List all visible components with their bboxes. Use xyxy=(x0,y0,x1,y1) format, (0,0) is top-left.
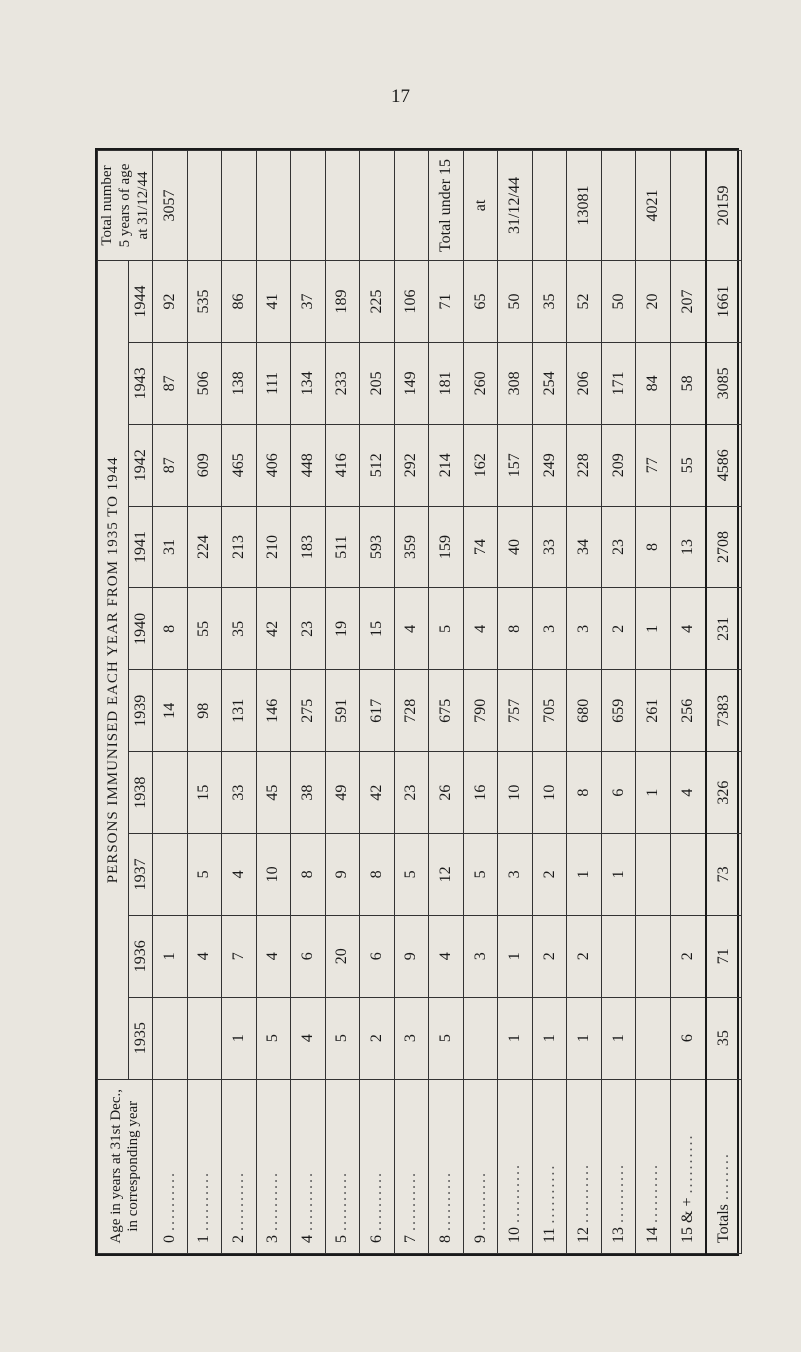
cell-1937: 8 xyxy=(291,833,326,915)
cell-1940: 4 xyxy=(394,588,429,670)
rotated-table-frame xyxy=(95,148,739,1256)
cell-1937: 1 xyxy=(567,833,602,915)
cell-1941: 224 xyxy=(187,506,222,588)
cell-1935: 3 xyxy=(394,997,429,1079)
age-cell xyxy=(394,1079,429,1253)
cell-1941: 213 xyxy=(222,506,257,588)
age-cell xyxy=(325,1079,360,1253)
right-blank-cell xyxy=(291,151,326,261)
cell-1939: 131 xyxy=(222,670,257,752)
cell-1940: 42 xyxy=(256,588,291,670)
cell-1939: 98 xyxy=(187,670,222,752)
cell-1935: 4 xyxy=(291,997,326,1079)
cell-1944: 225 xyxy=(360,260,395,342)
right-blank-cell xyxy=(256,151,291,261)
cell-1942: 87 xyxy=(153,424,188,506)
age-label: 11 xyxy=(540,1223,558,1243)
cell-1942: 416 xyxy=(325,424,360,506)
cell-1939: 261 xyxy=(636,670,671,752)
right-blank-cell xyxy=(394,151,429,261)
cell-1937: 3 xyxy=(498,833,533,915)
cell-1941: 33 xyxy=(532,506,567,588)
cell-1940: 55 xyxy=(187,588,222,670)
total-1936: 71 xyxy=(706,915,742,997)
cell-1937: 5 xyxy=(463,833,498,915)
age-cell xyxy=(153,1079,188,1253)
cell-1941: 159 xyxy=(429,506,464,588)
table-row xyxy=(153,151,188,1254)
age-leader-dots: .......... xyxy=(402,1171,420,1231)
cell-1938 xyxy=(153,752,188,834)
cell-1941: 210 xyxy=(256,506,291,588)
age-leader-dots: .......... xyxy=(160,1171,178,1231)
age-leader-dots: .......... xyxy=(333,1171,351,1231)
year-header-1935: 1935 xyxy=(129,997,153,1079)
cell-1935: 1 xyxy=(498,997,533,1079)
age-label: 3 xyxy=(264,1231,282,1243)
right-blank-cell xyxy=(222,151,257,261)
year-header-1942: 1942 xyxy=(129,424,153,506)
table-title: PERSONS IMMUNISED EACH YEAR FROM 1935 TO 1944 xyxy=(98,260,129,1079)
cell-1944: 50 xyxy=(498,260,533,342)
cell-1935: 1 xyxy=(222,997,257,1079)
cell-1937: 4 xyxy=(222,833,257,915)
cell-1941: 13 xyxy=(670,506,705,588)
year-header-1937: 1937 xyxy=(129,833,153,915)
table-row xyxy=(601,151,636,1254)
year-header-1938: 1938 xyxy=(129,752,153,834)
cell-1939: 591 xyxy=(325,670,360,752)
cell-1940: 4 xyxy=(463,588,498,670)
cell-1938: 15 xyxy=(187,752,222,834)
age-label: 4 xyxy=(298,1231,316,1243)
cell-1935 xyxy=(187,997,222,1079)
table-row xyxy=(532,151,567,1254)
cell-1936 xyxy=(636,915,671,997)
age-leader-dots: .......... xyxy=(506,1163,524,1223)
cell-1938: 38 xyxy=(291,752,326,834)
cell-1935: 1 xyxy=(601,997,636,1079)
right-header-line3: at 31/12/44 xyxy=(135,171,151,240)
right-blank-cell xyxy=(532,151,567,261)
age-label: 0 xyxy=(160,1231,178,1243)
cell-1938: 8 xyxy=(567,752,602,834)
cell-1943: 206 xyxy=(567,342,602,424)
cell-1943: 181 xyxy=(429,342,464,424)
cell-1938: 49 xyxy=(325,752,360,834)
cell-1943: 87 xyxy=(153,342,188,424)
cell-1939: 705 xyxy=(532,670,567,752)
age-cell xyxy=(532,1079,567,1253)
cell-1941: 511 xyxy=(325,506,360,588)
age-cell xyxy=(429,1079,464,1253)
total-1940: 231 xyxy=(706,588,742,670)
total-1937: 73 xyxy=(706,833,742,915)
age-label: 2 xyxy=(229,1231,247,1243)
cell-1944: 65 xyxy=(463,260,498,342)
cell-1938: 10 xyxy=(532,752,567,834)
cell-1942: 214 xyxy=(429,424,464,506)
cell-1937: 9 xyxy=(325,833,360,915)
cell-1935: 6 xyxy=(670,997,705,1079)
cell-1937: 5 xyxy=(187,833,222,915)
cell-1936: 9 xyxy=(394,915,429,997)
cell-1940: 8 xyxy=(153,588,188,670)
cell-1938: 33 xyxy=(222,752,257,834)
cell-1941: 183 xyxy=(291,506,326,588)
cell-1939: 680 xyxy=(567,670,602,752)
cell-1941: 74 xyxy=(463,506,498,588)
cell-1941: 23 xyxy=(601,506,636,588)
cell-1943: 134 xyxy=(291,342,326,424)
cell-1938: 45 xyxy=(256,752,291,834)
cell-1944: 71 xyxy=(429,260,464,342)
cell-1937: 10 xyxy=(256,833,291,915)
immunisation-table xyxy=(97,150,742,1254)
cell-1942: 228 xyxy=(567,424,602,506)
year-header-1944: 1944 xyxy=(129,260,153,342)
cell-1935: 5 xyxy=(325,997,360,1079)
cell-1936: 4 xyxy=(256,915,291,997)
age-cell xyxy=(291,1079,326,1253)
age-leader-dots: .......... xyxy=(437,1171,455,1231)
cell-1935 xyxy=(463,997,498,1079)
right-value-4021: 4021 xyxy=(636,151,671,261)
page-number: 17 xyxy=(391,86,410,107)
cell-1942: 292 xyxy=(394,424,429,506)
cell-1938: 6 xyxy=(601,752,636,834)
cell-1940: 23 xyxy=(291,588,326,670)
age-label: 8 xyxy=(437,1231,455,1243)
table-row xyxy=(256,151,291,1254)
cell-1944: 189 xyxy=(325,260,360,342)
cell-1944: 92 xyxy=(153,260,188,342)
cell-1941: 593 xyxy=(360,506,395,588)
table-row xyxy=(187,151,222,1254)
cell-1944: 35 xyxy=(532,260,567,342)
year-header-1943: 1943 xyxy=(129,342,153,424)
cell-1940: 35 xyxy=(222,588,257,670)
table-body xyxy=(153,151,742,1254)
totals-row xyxy=(706,151,742,1254)
cell-1940: 19 xyxy=(325,588,360,670)
cell-1936: 2 xyxy=(532,915,567,997)
cell-1935: 5 xyxy=(429,997,464,1079)
cell-1942: 209 xyxy=(601,424,636,506)
cell-1939: 275 xyxy=(291,670,326,752)
year-header-1936: 1936 xyxy=(129,915,153,997)
cell-1940: 5 xyxy=(429,588,464,670)
immunisation-table-rotated xyxy=(97,150,737,1254)
cell-1937: 2 xyxy=(532,833,567,915)
table-row xyxy=(394,151,429,1254)
age-leader-dots: .......... xyxy=(298,1171,316,1231)
right-blank-cell xyxy=(325,151,360,261)
cell-1939: 675 xyxy=(429,670,464,752)
cell-1943: 111 xyxy=(256,342,291,424)
age-cell xyxy=(567,1079,602,1253)
total-1944: 1661 xyxy=(706,260,742,342)
cell-1936: 20 xyxy=(325,915,360,997)
age-label: 9 xyxy=(471,1231,489,1243)
cell-1940: 3 xyxy=(567,588,602,670)
right-mid-line2: at xyxy=(463,151,498,261)
cell-1935: 2 xyxy=(360,997,395,1079)
cell-1938: 4 xyxy=(670,752,705,834)
cell-1939: 146 xyxy=(256,670,291,752)
cell-1936: 4 xyxy=(187,915,222,997)
table-row xyxy=(360,151,395,1254)
cell-1935: 1 xyxy=(567,997,602,1079)
cell-1944: 86 xyxy=(222,260,257,342)
right-value-13081: 13081 xyxy=(567,151,602,261)
cell-1938: 26 xyxy=(429,752,464,834)
age-leader-dots: .......... xyxy=(678,1133,696,1194)
age-label: 1 xyxy=(195,1231,213,1243)
cell-1937: 1 xyxy=(601,833,636,915)
cell-1943: 308 xyxy=(498,342,533,424)
year-header-1941: 1941 xyxy=(129,506,153,588)
cell-1937: 5 xyxy=(394,833,429,915)
cell-1943: 260 xyxy=(463,342,498,424)
age-leader-dots: .......... xyxy=(229,1171,247,1231)
year-header-1940: 1940 xyxy=(129,588,153,670)
cell-1936: 7 xyxy=(222,915,257,997)
age-cell xyxy=(187,1079,222,1253)
cell-1936 xyxy=(601,915,636,997)
age-cell xyxy=(601,1079,636,1253)
cell-1939: 728 xyxy=(394,670,429,752)
cell-1944: 50 xyxy=(601,260,636,342)
right-mid-line3: 31/12/44 xyxy=(498,151,533,261)
right-blank-cell xyxy=(670,151,705,261)
right-value-total: 20159 xyxy=(706,151,742,261)
total-1938: 326 xyxy=(706,752,742,834)
cell-1941: 8 xyxy=(636,506,671,588)
cell-1944: 207 xyxy=(670,260,705,342)
age-leader-dots: .......... xyxy=(195,1171,213,1231)
cell-1943: 84 xyxy=(636,342,671,424)
cell-1936: 2 xyxy=(567,915,602,997)
table-row xyxy=(325,151,360,1254)
cell-1936: 6 xyxy=(360,915,395,997)
cell-1937: 12 xyxy=(429,833,464,915)
cell-1935: 1 xyxy=(532,997,567,1079)
right-blank-cell xyxy=(601,151,636,261)
table-row xyxy=(429,151,464,1254)
age-leader-dots: .......... xyxy=(471,1171,489,1231)
cell-1939: 659 xyxy=(601,670,636,752)
cell-1940: 4 xyxy=(670,588,705,670)
cell-1935 xyxy=(153,997,188,1079)
table-row xyxy=(567,151,602,1254)
cell-1936: 3 xyxy=(463,915,498,997)
cell-1944: 535 xyxy=(187,260,222,342)
cell-1943: 58 xyxy=(670,342,705,424)
cell-1944: 52 xyxy=(567,260,602,342)
age-label: 12 xyxy=(575,1223,593,1243)
age-cell xyxy=(222,1079,257,1253)
cell-1941: 40 xyxy=(498,506,533,588)
cell-1943: 506 xyxy=(187,342,222,424)
cell-1943: 233 xyxy=(325,342,360,424)
cell-1944: 106 xyxy=(394,260,429,342)
cell-1940: 2 xyxy=(601,588,636,670)
cell-1937 xyxy=(670,833,705,915)
cell-1936: 2 xyxy=(670,915,705,997)
cell-1935 xyxy=(636,997,671,1079)
age-leader-dots: .......... xyxy=(264,1171,282,1231)
age-leader-dots: .......... xyxy=(609,1163,627,1223)
cell-1942: 162 xyxy=(463,424,498,506)
cell-1936: 6 xyxy=(291,915,326,997)
totals-label: Totals xyxy=(714,1200,732,1243)
cell-1939: 617 xyxy=(360,670,395,752)
cell-1939: 256 xyxy=(670,670,705,752)
cell-1944: 37 xyxy=(291,260,326,342)
age-leader-dots: .......... xyxy=(367,1171,385,1231)
cell-1941: 359 xyxy=(394,506,429,588)
cell-1942: 406 xyxy=(256,424,291,506)
table-row xyxy=(636,151,671,1254)
age-label: 13 xyxy=(609,1223,627,1243)
table-row xyxy=(463,151,498,1254)
cell-1937: 8 xyxy=(360,833,395,915)
year-header-1939: 1939 xyxy=(129,670,153,752)
total-1942: 4586 xyxy=(706,424,742,506)
table-row xyxy=(222,151,257,1254)
age-cell xyxy=(463,1079,498,1253)
cell-1938: 16 xyxy=(463,752,498,834)
age-label: 6 xyxy=(367,1231,385,1243)
cell-1942: 465 xyxy=(222,424,257,506)
cell-1935: 5 xyxy=(256,997,291,1079)
cell-1942: 77 xyxy=(636,424,671,506)
cell-1943: 254 xyxy=(532,342,567,424)
age-leader-dots: .......... xyxy=(540,1163,558,1224)
age-label: 7 xyxy=(402,1231,420,1243)
right-blank-cell xyxy=(187,151,222,261)
age-leader-dots: .......... xyxy=(575,1163,593,1223)
total-1941: 2708 xyxy=(706,506,742,588)
cell-1937 xyxy=(153,833,188,915)
right-header-line2: 5 years of age xyxy=(117,163,133,248)
cell-1940: 15 xyxy=(360,588,395,670)
cell-1937 xyxy=(636,833,671,915)
cell-1942: 55 xyxy=(670,424,705,506)
cell-1938: 42 xyxy=(360,752,395,834)
right-mid-line1: Total under 15 xyxy=(429,151,464,261)
cell-1941: 34 xyxy=(567,506,602,588)
age-label: 10 xyxy=(506,1223,524,1243)
cell-1938: 23 xyxy=(394,752,429,834)
table-row xyxy=(670,151,705,1254)
cell-1942: 157 xyxy=(498,424,533,506)
right-blank-cell xyxy=(360,151,395,261)
total-1943: 3085 xyxy=(706,342,742,424)
cell-1944: 41 xyxy=(256,260,291,342)
cell-1943: 149 xyxy=(394,342,429,424)
cell-1938: 1 xyxy=(636,752,671,834)
age-label: 14 xyxy=(644,1223,662,1243)
cell-1936: 1 xyxy=(498,915,533,997)
cell-1942: 609 xyxy=(187,424,222,506)
total-1939: 7383 xyxy=(706,670,742,752)
total-1935: 35 xyxy=(706,997,742,1079)
age-cell xyxy=(636,1079,671,1253)
cell-1943: 138 xyxy=(222,342,257,424)
totals-label-cell xyxy=(706,1079,742,1253)
cell-1940: 1 xyxy=(636,588,671,670)
cell-1943: 205 xyxy=(360,342,395,424)
cell-1944: 20 xyxy=(636,260,671,342)
age-label: 5 xyxy=(333,1231,351,1243)
right-value-3057: 3057 xyxy=(153,151,188,261)
table-row xyxy=(498,151,533,1254)
cell-1942: 448 xyxy=(291,424,326,506)
age-header: Age in years at 31st Dec., in corresponding year xyxy=(98,1079,153,1253)
cell-1940: 8 xyxy=(498,588,533,670)
cell-1942: 512 xyxy=(360,424,395,506)
age-cell xyxy=(256,1079,291,1253)
age-cell xyxy=(498,1079,533,1253)
cell-1938: 10 xyxy=(498,752,533,834)
age-leader-dots: .......... xyxy=(644,1163,662,1223)
cell-1939: 757 xyxy=(498,670,533,752)
cell-1936: 1 xyxy=(153,915,188,997)
cell-1939: 14 xyxy=(153,670,188,752)
age-cell xyxy=(360,1079,395,1253)
cell-1943: 171 xyxy=(601,342,636,424)
age-cell xyxy=(670,1079,705,1253)
cell-1939: 790 xyxy=(463,670,498,752)
cell-1936: 4 xyxy=(429,915,464,997)
cell-1941: 31 xyxy=(153,506,188,588)
cell-1940: 3 xyxy=(532,588,567,670)
cell-1942: 249 xyxy=(532,424,567,506)
right-header xyxy=(98,151,153,261)
right-header-line1: Total number xyxy=(99,165,115,246)
age-label: 15 & + xyxy=(678,1193,696,1243)
totals-leader-dots: ........ xyxy=(714,1152,732,1201)
table-row xyxy=(291,151,326,1254)
